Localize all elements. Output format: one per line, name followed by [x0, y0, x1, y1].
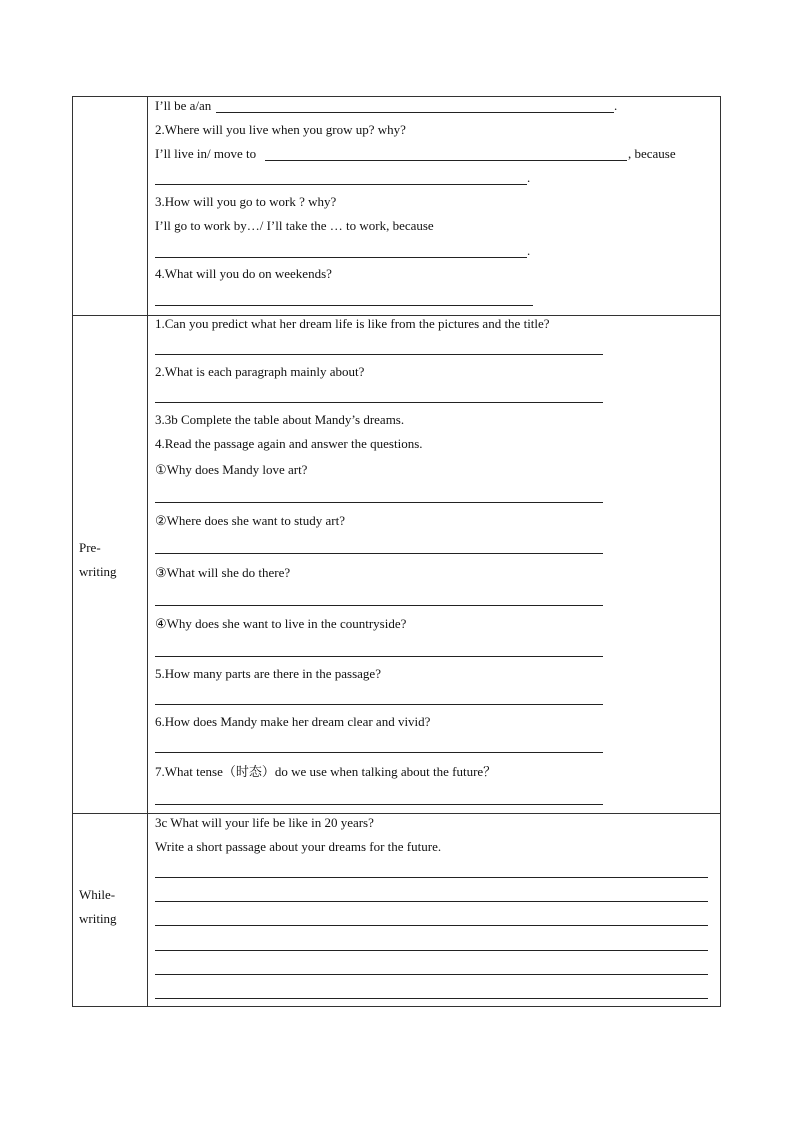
writing-line[interactable]	[155, 901, 708, 902]
answer-blank[interactable]	[155, 656, 603, 657]
prewriting-question-4-sub1: ①Why does Mandy love art?	[155, 462, 308, 477]
writing-line[interactable]	[155, 974, 708, 975]
worksheet-table	[72, 96, 721, 1007]
writing-line[interactable]	[155, 925, 708, 926]
question-2: 2.Where will you live when you grow up? why?	[155, 122, 406, 137]
answer-blank[interactable]	[155, 402, 603, 403]
column-divider	[147, 97, 148, 1006]
stage-label-line1: While-	[79, 887, 116, 902]
section1-line1: I’ll be a/an	[155, 98, 212, 113]
question-3: 3.How will you go to work ? why?	[155, 194, 337, 209]
prewriting-question-1: 1.Can you predict what her dream life is like from the pictures and the title?	[155, 316, 550, 331]
stage-label-line1: Pre-	[79, 540, 101, 555]
writing-line[interactable]	[155, 950, 708, 951]
prewriting-question-6: 6.How does Mandy make her dream clear and vivid?	[155, 714, 431, 729]
answer-blank[interactable]	[265, 160, 627, 161]
stage-label-whilewriting	[79, 883, 117, 931]
answer-blank[interactable]	[155, 752, 603, 753]
answer-blank[interactable]	[155, 553, 603, 554]
prewriting-question-4: 4.Read the passage again and answer the questions.	[155, 436, 423, 451]
writing-line[interactable]	[155, 998, 708, 999]
prewriting-question-3: 3.3b Complete the table about Mandy’s dreams.	[155, 412, 405, 427]
prewriting-question-4-sub4: ④Why does she want to live in the countryside?	[155, 616, 407, 631]
whilewriting-task-title: 3c What will your life be like in 20 years?	[155, 815, 374, 830]
whilewriting-task-instruction: Write a short passage about your dreams for the future.	[155, 839, 442, 854]
answer-blank[interactable]	[155, 305, 533, 306]
prewriting-question-2: 2.What is each paragraph mainly about?	[155, 364, 365, 379]
answer-blank[interactable]	[155, 257, 527, 258]
answer-blank[interactable]	[155, 605, 603, 606]
answer-blank[interactable]	[155, 184, 527, 185]
prewriting-question-5: 5.How many parts are there in the passage?	[155, 666, 381, 681]
question-2-end: .	[527, 170, 531, 185]
prewriting-question-4-sub3: ③What will she do there?	[155, 565, 291, 580]
writing-line[interactable]	[155, 877, 708, 878]
stage-label-line2: writing	[79, 564, 117, 579]
answer-blank[interactable]	[155, 804, 603, 805]
answer-blank[interactable]	[216, 112, 614, 113]
question-3-answer-prefix: I’ll go to work by…/ I’ll take the … to work, because	[155, 218, 434, 233]
prewriting-question-4-sub2: ②Where does she want to study art?	[155, 513, 345, 528]
question-2-answer-suffix: , because	[628, 146, 676, 161]
row-divider	[73, 813, 720, 814]
question-4: 4.What will you do on weekends?	[155, 266, 332, 281]
stage-label-line2: writing	[79, 911, 117, 926]
question-2-answer-prefix: I’ll live in/ move to	[155, 146, 257, 161]
answer-blank[interactable]	[155, 502, 603, 503]
question-3-end: .	[527, 243, 531, 258]
stage-label-prewriting	[79, 536, 117, 584]
section1-line1-end: .	[614, 98, 618, 113]
prewriting-question-7: 7.What tense（时态）do we use when talking about the future？	[155, 764, 497, 779]
answer-blank[interactable]	[155, 354, 603, 355]
answer-blank[interactable]	[155, 704, 603, 705]
